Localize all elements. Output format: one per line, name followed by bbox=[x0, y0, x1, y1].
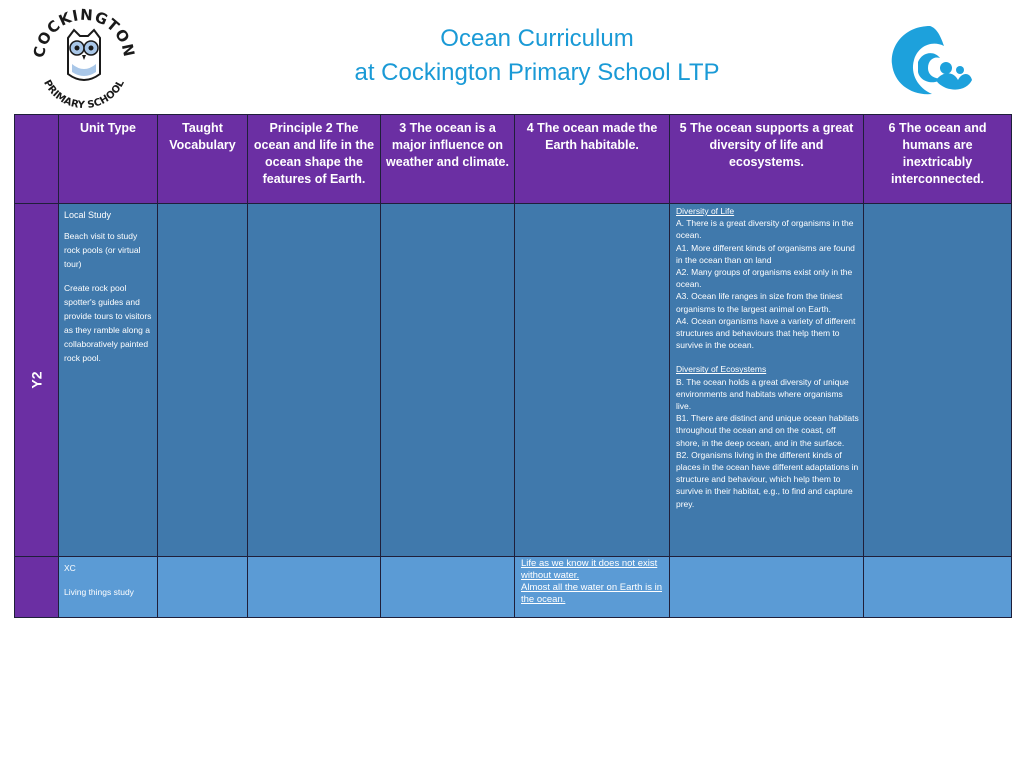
header-taught-vocabulary: Taught Vocabulary bbox=[158, 115, 248, 204]
title-line-2: at Cockington Primary School LTP bbox=[354, 59, 720, 86]
p5-a4: A4. Ocean organisms have a variety of different structures and behaviours that help them to survive in the ocean. bbox=[676, 315, 856, 351]
p4-line-1: Life as we know it does not exist without water. bbox=[521, 558, 658, 581]
wave-logo-icon bbox=[888, 22, 974, 98]
header-principle-3: 3 The ocean is a major influence on weather and climate. bbox=[381, 115, 515, 204]
header-corner bbox=[15, 115, 59, 204]
principle-3-cell bbox=[381, 204, 515, 557]
logo-text-bottom: PRIMARY SCHOOL bbox=[41, 78, 127, 108]
principle-5-cell-2 bbox=[670, 557, 864, 618]
header-principle-5: 5 The ocean supports a great diversity of life and ecosystems. bbox=[670, 115, 864, 204]
principle-4-cell bbox=[515, 204, 670, 557]
page-title bbox=[300, 22, 774, 90]
p4-line-2: Almost all the water on Earth is in the ocean. bbox=[521, 582, 662, 605]
title-line-1: Ocean Curriculum bbox=[440, 25, 634, 52]
unit-title-2: XC bbox=[64, 563, 76, 573]
p5-a: A. There is a great diversity of organisms in the ocean. bbox=[676, 218, 854, 241]
svg-text:PRIMARY SCHOOL bbox=[41, 78, 127, 108]
school-logo bbox=[30, 4, 138, 108]
logo-text-top: COCKINGTON bbox=[30, 5, 138, 60]
p5-a2: A2. Many groups of organisms exist only in the ocean. bbox=[676, 267, 853, 290]
unit-text-1: Beach visit to study rock pools (or virtual tour) bbox=[64, 231, 141, 269]
p5-b2: B2. Organisms living in the different kinds of places in the ocean have different adaptations in structure and behaviour, which help them to survive in their habitat, e.g., to find and capture prey. bbox=[676, 449, 859, 509]
curriculum-table bbox=[14, 114, 1012, 618]
year-label-continued bbox=[15, 557, 59, 618]
principle-2-cell-2 bbox=[248, 557, 381, 618]
table-row-xc bbox=[15, 557, 1012, 618]
p5-b: B. The ocean holds a great diversity of unique environments and habitats where organisms live. bbox=[676, 376, 849, 412]
principle-4-cell-2 bbox=[515, 557, 670, 618]
diversity-life-heading: Diversity of Life bbox=[676, 206, 735, 216]
unit-type-cell bbox=[59, 204, 158, 557]
header-principle-4: 4 The ocean made the Earth habitable. bbox=[515, 115, 670, 204]
vocab-cell-2 bbox=[158, 557, 248, 618]
diversity-ecosystems-heading: Diversity of Ecosystems bbox=[676, 364, 767, 375]
principle-5-cell bbox=[670, 204, 864, 557]
unit-text-3: Living things study bbox=[64, 587, 134, 597]
header-row bbox=[15, 115, 1012, 204]
principle-6-cell bbox=[864, 204, 1012, 557]
unit-title: Local Study bbox=[64, 210, 112, 220]
unit-type-cell-2 bbox=[59, 557, 158, 618]
principle-3-cell-2 bbox=[381, 557, 515, 618]
unit-text-2: Create rock pool spotter's guides and provide tours to visitors as they ramble along a collaboratively painted rock pool. bbox=[64, 283, 152, 363]
table-row-local-study bbox=[15, 204, 1012, 557]
principle-2-cell bbox=[248, 204, 381, 557]
p5-a1: A1. More different kinds of organisms are found in the ocean than on land bbox=[676, 242, 855, 265]
header-principle-6: 6 The ocean and humans are inextricably interconnected. bbox=[864, 115, 1012, 204]
vocab-cell bbox=[158, 204, 248, 557]
header-unit-type: Unit Type bbox=[59, 115, 158, 204]
owl-icon bbox=[68, 30, 100, 80]
header-principle-2: Principle 2 The ocean and life in the ocean shape the features of Earth. bbox=[248, 115, 381, 204]
p5-b1: B1. There are distinct and unique ocean habitats throughout the ocean and on the coast, off shore, in the deep ocean, and in the surface. bbox=[676, 413, 859, 448]
p5-a3: A3. Ocean life ranges in size from the tiniest organisms to the largest animal on Earth. bbox=[676, 291, 843, 314]
principle-6-cell-2 bbox=[864, 557, 1012, 618]
year-label: Y2 bbox=[15, 204, 59, 557]
